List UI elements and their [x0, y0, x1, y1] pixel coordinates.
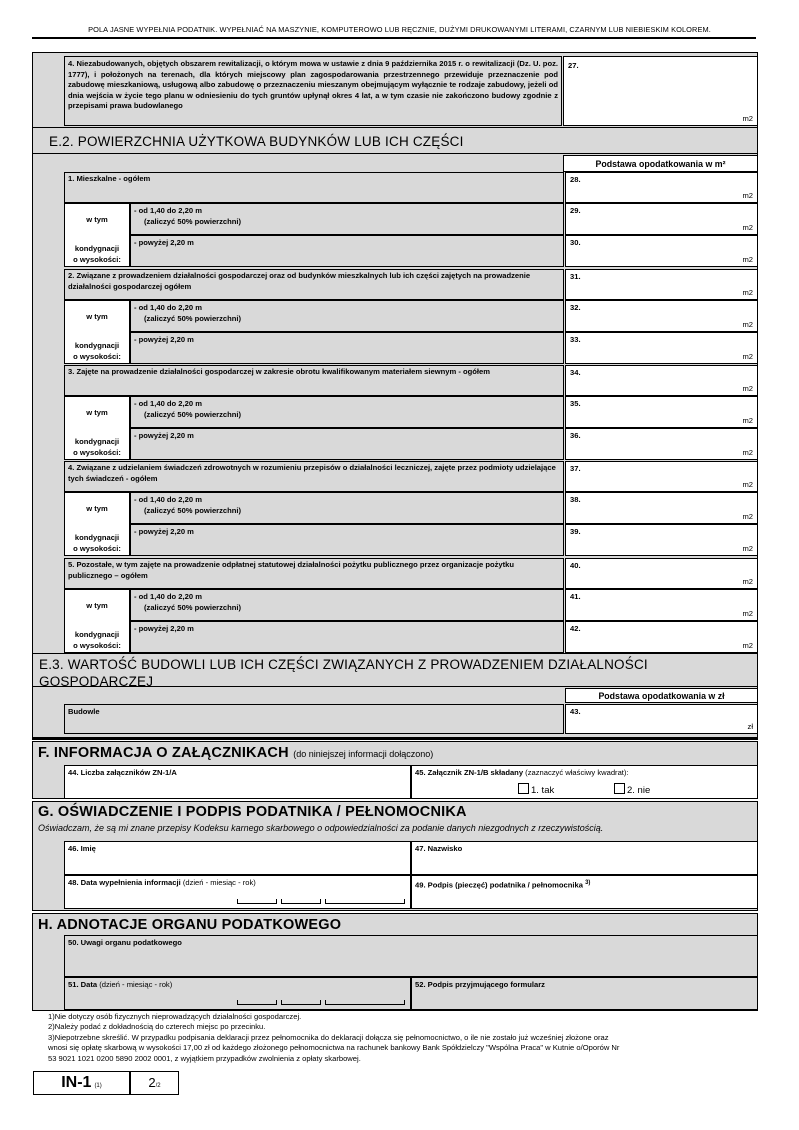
o-wysokosci-text: o wysokości:: [73, 352, 121, 361]
e3-col-header: Podstawa opodatkowania w zł: [565, 688, 758, 703]
field-number: 39.: [570, 527, 581, 536]
o-wysokosci-text: o wysokości:: [73, 448, 121, 457]
group-main-label: [64, 172, 564, 203]
option-nie[interactable]: 2. nie: [614, 783, 650, 796]
range-high-text: - powyżej 2,20 m: [134, 335, 194, 344]
height-range-low: [130, 203, 564, 235]
kondygnacji-text: kondygnacji: [74, 630, 120, 639]
field-low[interactable]: [565, 300, 758, 332]
range-low-note: (zaliczyć 50% powierzchni): [144, 217, 242, 226]
height-range-high: [130, 428, 564, 460]
field-number: 35.: [570, 399, 581, 408]
field-total[interactable]: [565, 172, 758, 203]
range-high-text: - powyżej 2,20 m: [134, 431, 194, 440]
height-range-high: [130, 524, 564, 556]
option-tak[interactable]: 1. tak: [518, 783, 554, 796]
unit-label: m2: [742, 416, 753, 425]
group-main-text: 4. Związane z udzielaniem świadczeń zdrowotnych w rozumieniu przepisów o działalności leczniczej, zajęte przez podmioty udzielające tych świadczeń - ogółem: [68, 463, 556, 483]
field-number: 34.: [570, 368, 581, 377]
kondygnacji-text: kondygnacji: [74, 533, 120, 542]
height-range-low: [130, 396, 564, 428]
unit-label: m2: [742, 512, 753, 521]
w-tym-label: [64, 589, 130, 653]
unit-label: m2: [742, 448, 753, 457]
field-51: 51. Data (dzień - miesiąc - rok): [64, 977, 411, 1010]
field-27[interactable]: 27. m2: [563, 56, 758, 126]
field-number: 42.: [570, 624, 581, 633]
field-49[interactable]: 49. Podpis (pieczęć) podatnika / pełnomocnika $^{3)}$: [411, 875, 758, 909]
group-main-label: [64, 269, 564, 300]
kondygnacji-text: kondygnacji: [74, 244, 120, 253]
field-low[interactable]: [565, 589, 758, 621]
field-number: 41.: [570, 592, 581, 601]
range-low-text: - od 1,40 do 2,20 m: [134, 592, 202, 601]
unit-label: m2: [742, 480, 753, 489]
range-low-note: (zaliczyć 50% powierzchni): [144, 314, 242, 323]
range-high-text: - powyżej 2,20 m: [134, 624, 194, 633]
form-code-box: IN-1 (1): [33, 1071, 130, 1095]
o-wysokosci-text: o wysokości:: [73, 255, 121, 264]
unit-label: m2: [742, 255, 753, 264]
range-high-text: - powyżej 2,20 m: [134, 238, 194, 247]
field-high[interactable]: [565, 428, 758, 460]
page-number-box: 2/2: [130, 1071, 179, 1095]
footnote: wnosi się opłatę skarbową w wysokości 17,00 zł od każdego złożonego pełnomocnictwa na rachunek bankowy Bank Spółdzielczy "Wspólna Praca" w Kutnie o/Oporów Nr: [48, 1043, 620, 1053]
w-tym-text: w tym: [86, 504, 108, 513]
footnotes: [48, 1012, 758, 1064]
unit-label: m2: [742, 352, 753, 361]
field-52: 52. Podpis przyjmującego formularz: [411, 977, 758, 1010]
o-wysokosci-text: o wysokości:: [73, 544, 121, 553]
w-tym-label: [64, 492, 130, 556]
field-number: 32.: [570, 303, 581, 312]
field-number: 37.: [570, 464, 581, 473]
footnote: 3)Niepotrzebne skreślić. W przypadku podpisania deklaracji przez pełnomocnika do deklaracji dołącza się pełnomocnictwo, o ile nie zostało już wcześniej złożone oraz: [48, 1032, 609, 1042]
e3-header: E.3. WARTOŚĆ BUDOWLI LUB ICH CZĘŚCI ZWIĄZANYCH Z PROWADZENIEM DZIAŁALNOŚCI GOSPODARCZEJ: [32, 653, 758, 687]
range-low-text: - od 1,40 do 2,20 m: [134, 206, 202, 215]
group-main-label: [64, 461, 564, 492]
range-low-text: - od 1,40 do 2,20 m: [134, 495, 202, 504]
unit-label: m2: [742, 288, 753, 297]
footnote: 53 9021 1021 0200 5890 2002 0001, z wyjątkiem przypadków zwolnienia z opłaty skarbowej.: [48, 1053, 361, 1063]
e2-col-header: Podstawa opodatkowania w m²: [563, 155, 758, 172]
e3-bottom-rule: [32, 737, 758, 740]
field-low[interactable]: [565, 203, 758, 235]
row4-label: 4. Niezabudowanych, objętych obszarem rewitalizacji, o którym mowa w ustawie z dnia 9 października 2015 r. o rewitalizacji (Dz. U. poz. 1777), i położonych na terenach, dla których miejscowy plan zagospodarowania przestrzennego przewiduje przeznaczenie pod zabudowę mieszkaniową, usługową albo zabudowę o przeznaczeniu mieszanym obejmującym wyłącznie te rodzaje zabudowy, jeżeli od dnia wejścia w życie tego planu w odniesieniu do tych gruntów upłynął okres 4 lat, a w tym czasie nie zakończono budowy zgodnie z przepisami prawa budowlanego: [64, 56, 562, 126]
field-48[interactable]: 48. Data wypełnienia informacji (dzień - miesiąc - rok): [64, 875, 411, 909]
height-range-low: [130, 300, 564, 332]
height-range-high: [130, 621, 564, 653]
footnote: 2)Należy podać z dokładnością do czterech miejsc po przecinku.: [48, 1022, 266, 1032]
date-slots: [237, 1000, 405, 1005]
field-high[interactable]: [565, 524, 758, 556]
w-tym-label: [64, 300, 130, 364]
group-main-label: [64, 558, 564, 589]
field-43[interactable]: 43. zł: [565, 704, 758, 734]
field-low[interactable]: [565, 492, 758, 524]
top-note: POLA JASNE WYPEŁNIA PODATNIK. WYPEŁNIAĆ NA MASZYNIE, KOMPUTEROWO LUB RĘCZNIE, DUŻYMI DRUKOWANYMI LITERAMI, CZARNYM LUB NIEBIESKIM KOLOREM.: [88, 25, 711, 34]
w-tym-text: w tym: [86, 601, 108, 610]
field-high[interactable]: [565, 332, 758, 364]
range-low-note: (zaliczyć 50% powierzchni): [144, 410, 242, 419]
field-number: 31.: [570, 272, 581, 281]
w-tym-text: w tym: [86, 408, 108, 417]
kondygnacji-text: kondygnacji: [74, 437, 120, 446]
unit-label: m2: [742, 384, 753, 393]
field-46[interactable]: 46. Imię: [64, 841, 411, 875]
field-total[interactable]: [565, 461, 758, 492]
height-range-high: [130, 332, 564, 364]
unit-label: m2: [742, 577, 753, 586]
range-low-text: - od 1,40 do 2,20 m: [134, 399, 202, 408]
group-main-text: 1. Mieszkalne - ogółem: [68, 174, 151, 183]
w-tym-text: w tym: [86, 215, 108, 224]
budowle-label: Budowle: [64, 704, 564, 734]
field-number: 40.: [570, 561, 581, 570]
range-high-text: - powyżej 2,20 m: [134, 527, 194, 536]
top-rule: [32, 37, 756, 39]
field-high[interactable]: [565, 621, 758, 653]
field-number: 30.: [570, 238, 581, 247]
field-44[interactable]: 44. Liczba załączników ZN-1/A: [64, 765, 411, 799]
field-number: 28.: [570, 175, 581, 184]
range-low-note: (zaliczyć 50% powierzchni): [144, 506, 242, 515]
range-low-note: (zaliczyć 50% powierzchni): [144, 603, 242, 612]
unit-label: m2: [742, 191, 753, 200]
field-45[interactable]: 45. Załącznik ZN-1/B składany (zaznaczyć właściwy kwadrat): 1. tak 2. nie: [411, 765, 758, 799]
w-tym-label: [64, 203, 130, 267]
field-50: 50. Uwagi organu podatkowego: [64, 935, 758, 977]
e2-header: E.2. POWIERZCHNIA UŻYTKOWA BUDYNKÓW LUB ICH CZĘŚCI: [32, 127, 758, 154]
g-statement: Oświadczam, że są mi znane przepisy Kodeksu karnego skarbowego o odpowiedzialności za podanie danych niezgodnych z rzeczywistością.: [38, 823, 604, 833]
footnote: 1)Nie dotyczy osób fizycznych nieprowadzących działalności gospodarczej.: [48, 1012, 302, 1021]
field-47[interactable]: 47. Nazwisko: [411, 841, 758, 875]
field-high[interactable]: [565, 235, 758, 267]
field-low[interactable]: [565, 396, 758, 428]
height-range-low: [130, 589, 564, 621]
field-number: 33.: [570, 335, 581, 344]
date-slots: [237, 899, 405, 904]
field-number: 29.: [570, 206, 581, 215]
unit-label: m2: [742, 320, 753, 329]
unit-label: m2: [742, 641, 753, 650]
field-total[interactable]: [565, 558, 758, 589]
field-total[interactable]: [565, 365, 758, 396]
kondygnacji-text: kondygnacji: [74, 341, 120, 350]
height-range-low: [130, 492, 564, 524]
unit-label: m2: [742, 223, 753, 232]
f-title: F. INFORMACJA O ZAŁĄCZNIKACH (do niniejszej informacji dołączono): [38, 745, 434, 761]
group-main-label: [64, 365, 564, 396]
unit-label: m2: [742, 544, 753, 553]
height-range-high: [130, 235, 564, 267]
range-low-text: - od 1,40 do 2,20 m: [134, 303, 202, 312]
field-total[interactable]: [565, 269, 758, 300]
group-main-text: 2. Związane z prowadzeniem działalności gospodarczej oraz od budynków mieszkalnych lub ich części zajętych na prowadzenie działalności gospodarczej ogółem: [68, 271, 531, 291]
g-title: G. OŚWIADCZENIE I PODPIS PODATNIKA / PEŁNOMOCNIKA: [38, 804, 467, 820]
o-wysokosci-text: o wysokości:: [73, 641, 121, 650]
group-main-text: 5. Pozostałe, w tym zajęte na prowadzenie odpłatnej statutowej działalności pożytku publicznego przez organizacje pożytku publicznego – ogółem: [68, 560, 515, 580]
unit-label: m2: [742, 609, 753, 618]
field-number: 38.: [570, 495, 581, 504]
checkbox-nie-icon[interactable]: [614, 783, 625, 794]
field-number: 36.: [570, 431, 581, 440]
w-tym-label: [64, 396, 130, 460]
h-title: H. ADNOTACJE ORGANU PODATKOWEGO: [38, 917, 342, 933]
group-main-text: 3. Zajęte na prowadzenie działalności gospodarczej w zakresie obrotu kwalifikowanym materiałem siewnym - ogółem: [68, 367, 491, 376]
checkbox-tak-icon[interactable]: [518, 783, 529, 794]
w-tym-text: w tym: [86, 312, 108, 321]
